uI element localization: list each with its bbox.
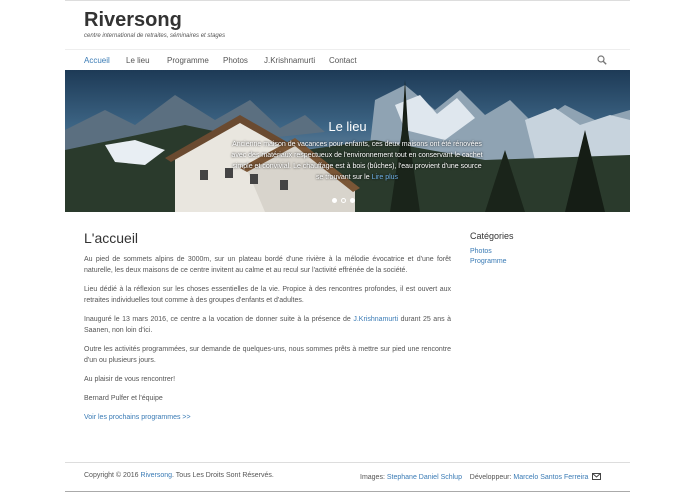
developer-label: Développeur: (469, 474, 512, 481)
categories-title: Catégories (470, 231, 514, 241)
hero-description: Ancienne maison de vacances pour enfants, ces deux maisons ont été rénovées avec des matériaux respectueux de l'environnement tout en conservant le cachet simple et convivial. Le chauffage est à bois (bûches), l'eau provient d'une source se trouvant sur le (231, 141, 483, 181)
paragraph-2: Lieu dédié à la réflexion sur les choses essentielles de la vie. Propice à des rencontres profondes, il est ouvert aux retraites individuelles tout comme à des groupes d'enfants et d'adultes. (84, 286, 451, 304)
footer-credits (360, 473, 601, 481)
hero-text (230, 139, 484, 183)
signature: Bernard Pulfer et l'équipe (84, 395, 163, 402)
slider-dot-3[interactable] (350, 198, 355, 203)
category-photos-link[interactable]: Photos (470, 248, 492, 255)
paragraph-3-end: durant 25 ans à Saanen, non loin d'ici. (84, 316, 451, 334)
mail-icon[interactable] (592, 473, 601, 480)
footer-copyright (84, 472, 274, 479)
nav-item-krishnamurti[interactable]: J.Krishnamurti (264, 56, 316, 65)
site-title[interactable]: Riversong (84, 9, 182, 31)
nav-item-programme[interactable]: Programme (167, 56, 209, 65)
developer-credit-link[interactable]: Marcelo Santos Ferreira (513, 474, 589, 481)
category-programme-link[interactable]: Programme (470, 258, 507, 265)
site-header (65, 0, 630, 50)
sidebar (470, 231, 620, 267)
site-description: centre international de retraites, séminaires et stages (84, 33, 226, 39)
footer-brand-link[interactable]: Riversong (140, 472, 173, 479)
nav-item-contact[interactable]: Contact (329, 56, 357, 65)
images-credit-link[interactable]: Stephane Daniel Schlup (386, 474, 462, 481)
main-nav (65, 49, 630, 70)
nav-item-le-lieu[interactable]: Le lieu (126, 56, 150, 65)
krishnamurti-link[interactable]: J.Krishnamurti (353, 316, 399, 323)
rights-text: . Tous Les Droits Sont Réservés. (172, 472, 274, 479)
nav-item-accueil[interactable]: Accueil (84, 56, 110, 65)
main-content (84, 230, 451, 431)
page-title: L'accueil (84, 230, 139, 246)
paragraph-4: Outre les activités programmées, sur demande de quelques-uns, nous sommes prêts à mettre sur pied une rencontre d'un ou plusieurs jours. (84, 346, 451, 364)
images-label: Images: (360, 474, 385, 481)
search-icon[interactable] (597, 55, 607, 65)
hero-title: Le lieu (328, 119, 367, 134)
paragraph-1: Au pied de sommets alpins de 3000m, sur un plateau bordé d'une rivière à la mélodie évocatrice et d'une forêt naturelle, les deux maisons de ce centre invitent au calme et au recul sur l'activité effrénée de la société. (84, 256, 451, 274)
next-programmes-link[interactable]: Voir les prochains programmes >> (84, 414, 191, 421)
bottom-rule (65, 491, 630, 492)
copyright-text: Copyright © 2016 (84, 472, 139, 479)
hero-read-more-link[interactable]: Lire plus (371, 174, 399, 181)
paragraph-3 (84, 314, 451, 336)
paragraph-5: Au plaisir de vous rencontrer! (84, 376, 176, 383)
paragraph-3-start: Inauguré le 13 mars 2016, ce centre a la vocation de donner suite à la présence de (84, 316, 351, 323)
slider-dot-1[interactable] (332, 198, 337, 203)
hero-slider (65, 70, 630, 212)
nav-item-photos[interactable]: Photos (223, 56, 248, 65)
footer-rule (65, 462, 630, 463)
slider-dot-2[interactable] (341, 198, 346, 203)
